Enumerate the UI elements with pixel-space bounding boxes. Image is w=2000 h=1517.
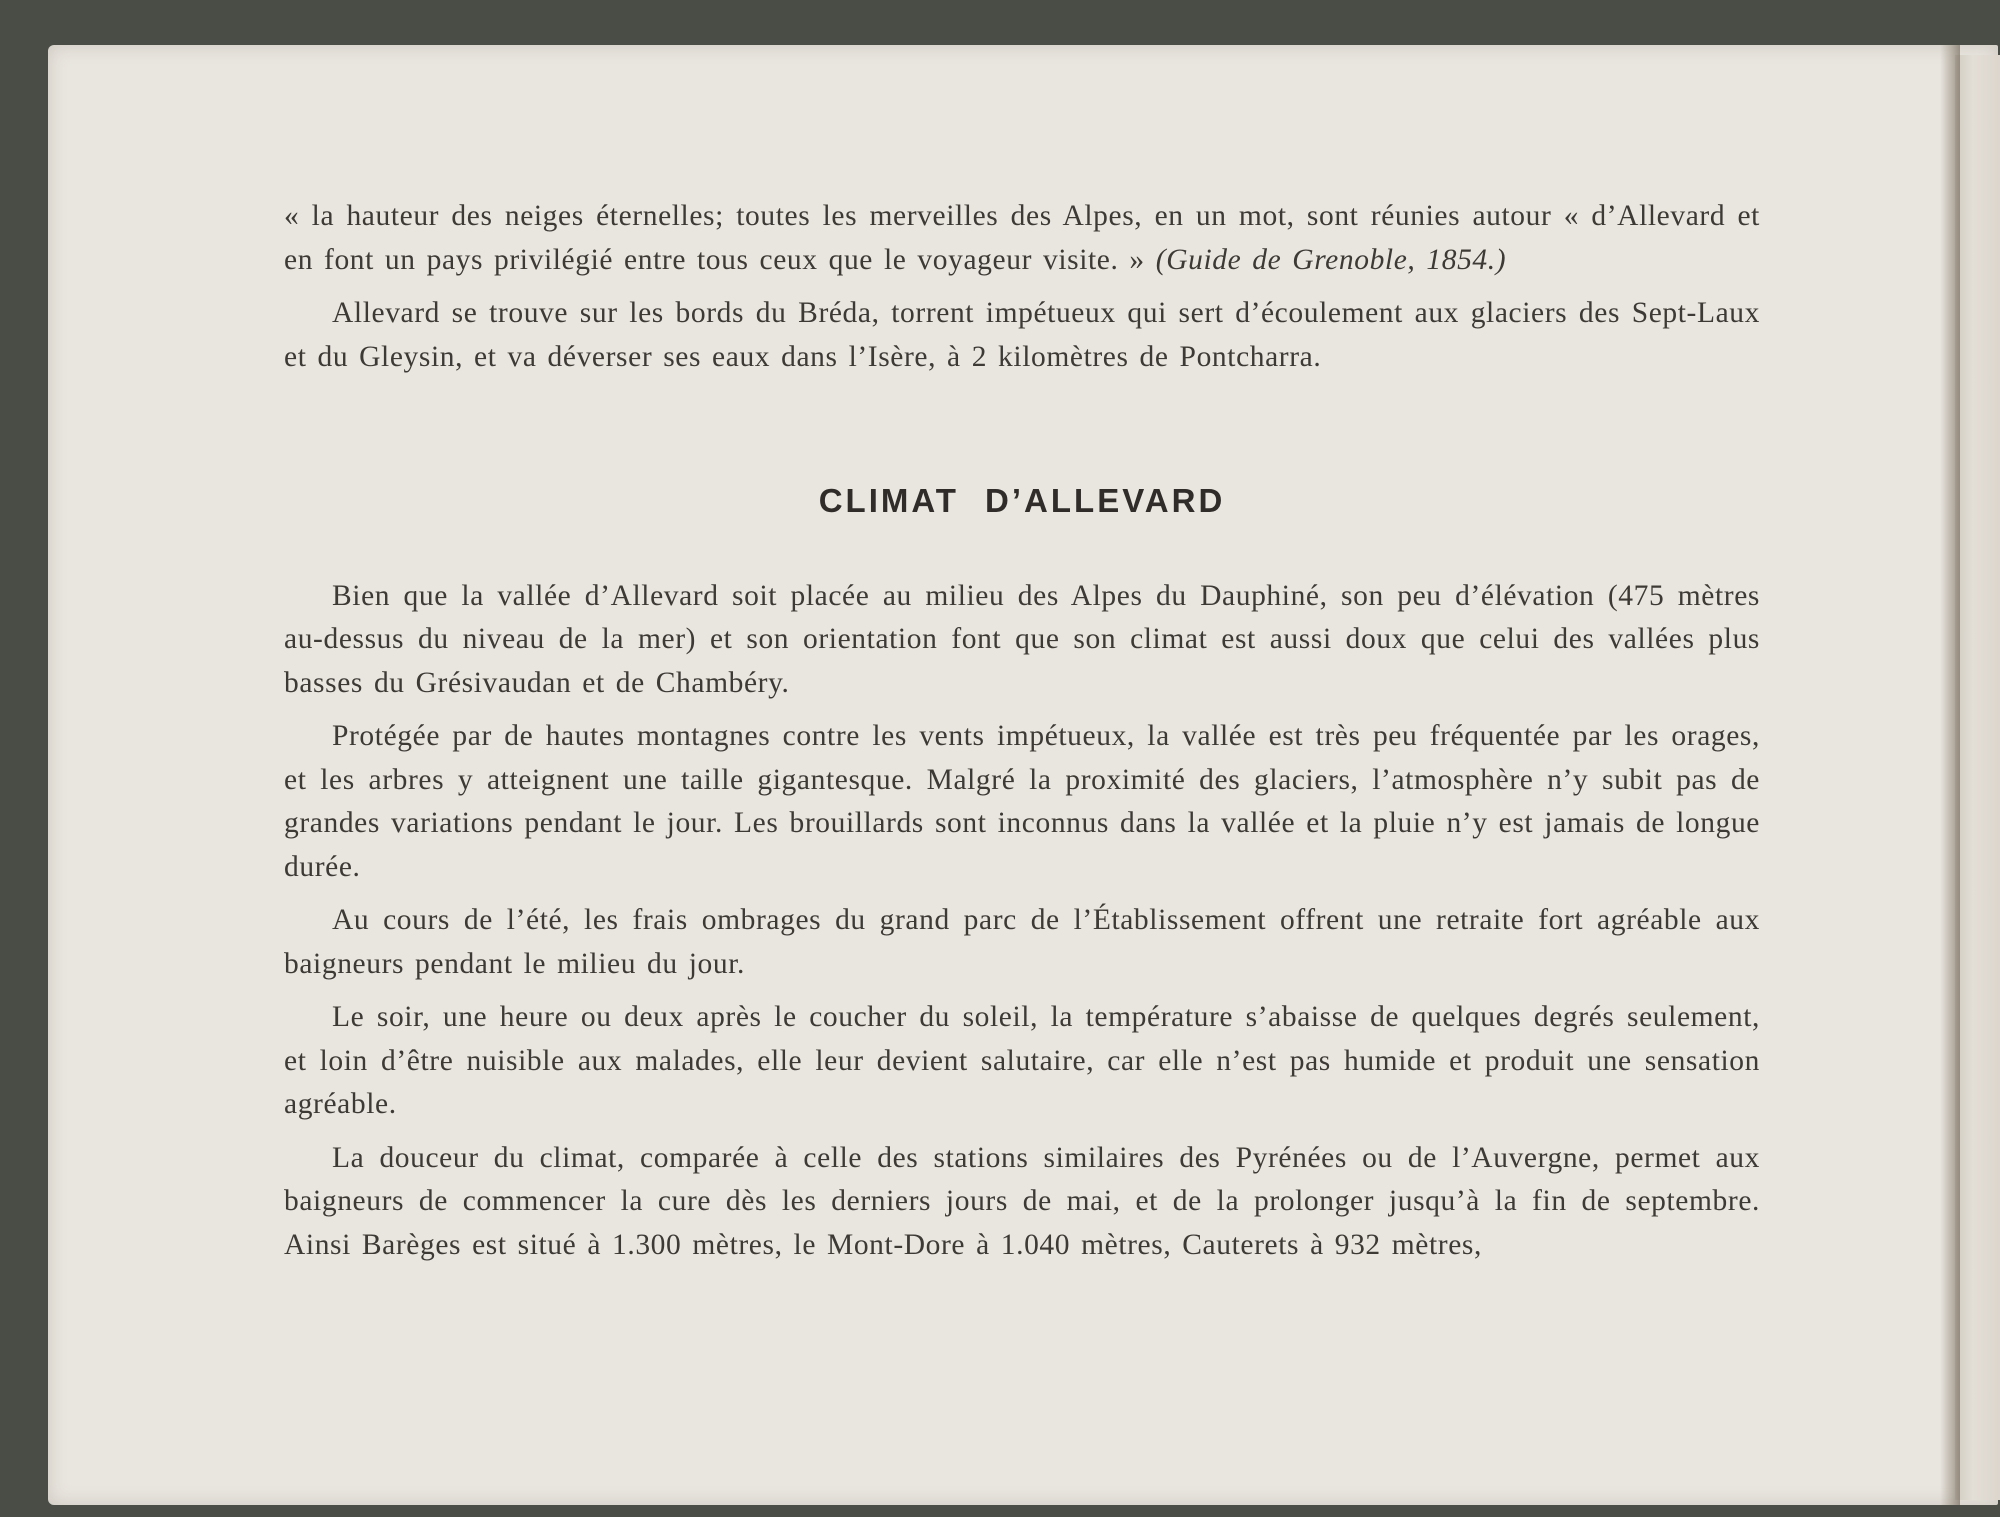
citation: (Guide de Grenoble, 1854.) [1155, 243, 1507, 276]
intro-paragraph: Allevard se trouve sur les bords du Bréda, torrent impétueux qui sert d’écoulement aux glaciers des Sept-Laux et du Gleysin, et va déverser ses eaux dans l’Isère, à 2 kilomètres de Pontcharra. [284, 297, 1760, 373]
body-paragraph-2: Protégée par de hautes montagnes contre les vents impétueux, la vallée est très peu fréquentée par les orages, et les arbres y atteignent une taille gigantesque. Malgré la proximité des glaciers, l’atmosphère n’y subit pas de grandes variations pendant le jour. Les brouillards sont inconnus dans la vallée et la pluie n’y est jamais de longue durée. [284, 720, 1760, 883]
book-gutter [1940, 45, 1960, 1505]
quote-paragraph [284, 195, 1760, 282]
quote-line-1: « la hauteur des neiges éternelles; toutes les merveilles des Alpes, en un mot, sont réunies autour [284, 200, 1552, 232]
facing-page-edge [1955, 55, 2000, 1500]
body-paragraph-4: Le soir, une heure ou deux après le coucher du soleil, la température s’abaisse de quelques degrés seulement, et loin d’être nuisible aux malades, elle leur devient salutaire, car elle n’est pas humide et produit une sensation agréable. [284, 1001, 1760, 1120]
page-text [284, 195, 1760, 1267]
body-paragraph-3: Au cours de l’été, les frais ombrages du grand parc de l’Établissement offrent une retraite fort agréable aux baigneurs pendant le milieu du jour. [284, 904, 1760, 980]
quote-line-2: « d’Allevard et en font un pays privilégié entre tous ceux que le voyageur visite. » [284, 200, 1760, 276]
body-paragraph-5: La douceur du climat, comparée à celle des stations similaires des Pyrénées ou de l’Auvergne, permet aux baigneurs de commencer la cure dès les derniers jours de mai, et de la prolonger jusqu’à la fin de septembre. Ainsi Barèges est situé à 1.300 mètres, le Mont-Dore à 1.040 mètres, Cauterets à 932 mètres, [284, 1141, 1760, 1261]
body-paragraph-1: Bien que la vallée d’Allevard soit placée au milieu des Alpes du Dauphiné, son peu d’élévation (475 mètres au-dessus du niveau de la mer) et son orientation font que son climat est aussi doux que celui des vallées plus basses du Grésivaudan et de Chambéry. [284, 579, 1760, 699]
section-heading: CLIMAT D’ALLEVARD [818, 482, 1226, 519]
